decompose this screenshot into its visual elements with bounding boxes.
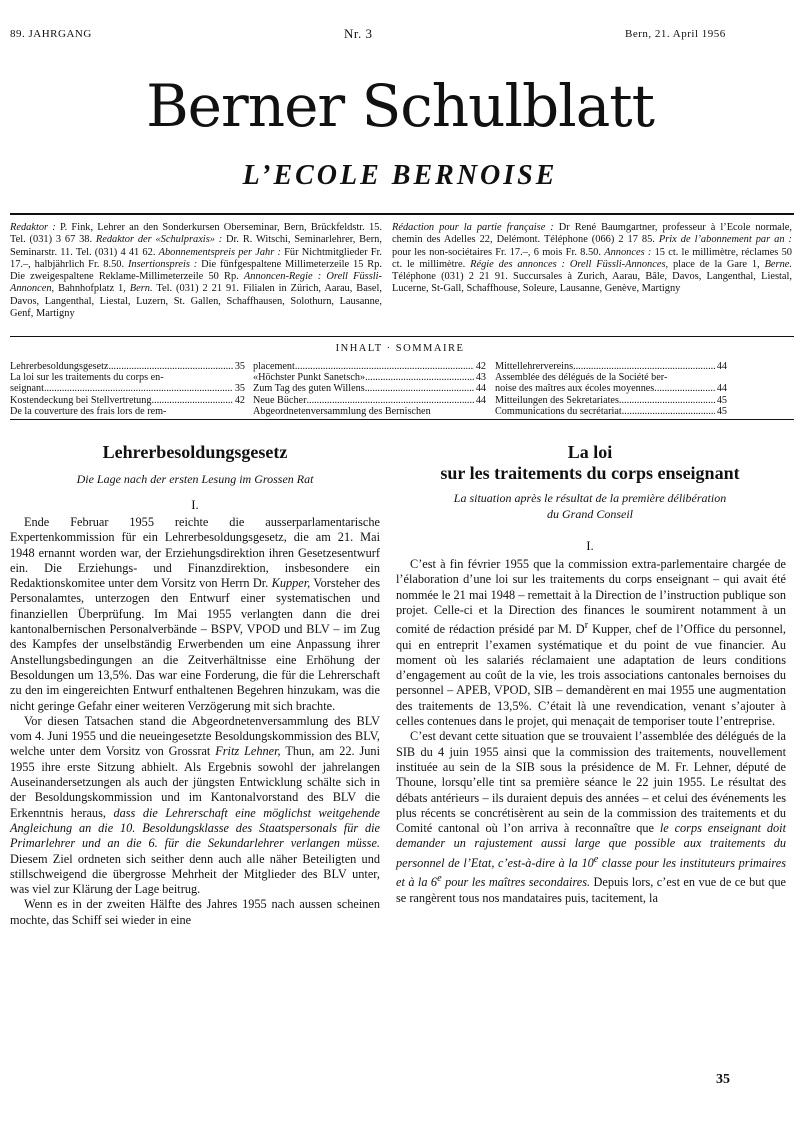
toc-entry (253, 383, 486, 394)
toc-entry-title: placement (253, 361, 295, 372)
article-fr-title-line1: La loi (567, 442, 613, 462)
toc-entry-title: La loi sur les traitements du corps en- (10, 372, 164, 384)
toc-column-1 (10, 361, 245, 417)
toc-leader (295, 361, 474, 372)
toc-entry (495, 383, 727, 394)
toc-entry (495, 361, 727, 372)
place-date: Bern, 21. April 1956 (625, 28, 726, 40)
masthead-subtitle: L’ECOLE BERNOISE (242, 160, 558, 191)
toc-entry (10, 395, 245, 406)
toc-entry-page: 35 (234, 361, 245, 372)
toc-entry-page: 44 (716, 383, 727, 395)
toc-leader (108, 361, 232, 372)
toc-entry (495, 395, 727, 406)
toc-leader (151, 395, 232, 406)
imprint-french: Rédaction pour la partie française : Dr René Baumgartner, professeur à l’Ecole normale, chemin des Adelles 22, Delémont. Téléphone (066) 2 17 85. Prix de l’abonnement par an : pour les non-sociétaires Fr. 17.–, 6 mois Fr. 8.50. Annonces : 15 ct. le millimètre, réclames 50 ct. le millimètre. Régie des annonces : Orell Füssli-Annonces, place de la Gare 1, Berne. Téléphone (031) 2 21 91. Succursales à Zurich, Aarau, Bâle, Davos, Langenthal, Liestal, Lucerne, St-Gall, Schaffhouse, Soleure, Lausanne, Genève, Martigny (392, 222, 792, 295)
toc-leader (573, 361, 715, 372)
article-de-subtitle: Die Lage nach der ersten Lesung im Grossen Rat (76, 472, 314, 486)
toc-leader (44, 383, 233, 394)
imprint-german: Redaktor : P. Fink, Lehrer an den Sonderkursen Oberseminar, Bern, Brückfeldstr. 15. Tel. (031) 3 67 38. Redaktor der «Schulpraxis» : Dr. R. Witschi, Seminarlehrer, Bern, Seminarstr. 11. Tel. (031) 4 41 62. Abonnementspreis per Jahr : Für Nichtmitglieder Fr. 17.–, halbjährlich Fr. 8.50. Insertionspreis : Die fünfgespaltene Millimeterzeile 15 Rp. Die zweigespaltene Reklame-Millimeterzeile 50 Rp. Annoncen-Regie : Orell Füssli-Annoncen, Bahnhofplatz 1, Bern. Tel. (031) 2 21 91. Filialen in Zürich, Aarau, Basel, Davos, Langenthal, Liestal, Luzern, St. Gallen, Schaffhausen, Solothurn, Lausanne, Genf, Martigny (10, 222, 383, 320)
toc-entry-title: Neue Bücher (253, 394, 307, 406)
toc-entry-title: «Höchster Punkt Sanetsch» (253, 372, 366, 384)
toc-heading: INHALT · SOMMAIRE (335, 343, 465, 354)
toc-entry-title: De la couverture des frais lors de rem- (10, 405, 167, 417)
toc-entry-title: Lehrerbesoldungsgesetz (10, 361, 109, 372)
toc-entry (253, 395, 486, 406)
toc-entry-title: Abgeordnetenversammlung des Bernischen (253, 405, 431, 417)
toc-leader (619, 395, 715, 406)
toc-leader (622, 406, 715, 417)
toc-entry (10, 383, 245, 394)
paragraph: C’est devant cette situation que se trouvaient l’assemblée des délégués de la SIB du 4 juin 1955 ainsi que la commission des traitements, nouvellement instituée au sein de la SIB sous la présidence de M. Fr. Lehner, député de Thoune, lorsqu’elle tint sa première séance le 22 juin 1955. Le résultat des débats antérieurs – ils duraient depuis des années – et celui des événements les plus récents se concrétisèrent au sein de la commission des traitements et du Comité cantonal où l’on arriva à reconnaître que le corps enseignant doit demander un rajustement aussi large que possible aux traitements du personnel de l’Etat, c’est-à-dire à la 10e classe pour les instituteurs primaires et à la 6e pour les maîtres secondaires. Depuis lors, c’est en vue de ce but que se rangèrent tous nos mandataires puis, tacitement, la (396, 729, 786, 905)
article-fr-section: I. (586, 538, 594, 553)
toc-entry (10, 372, 245, 383)
masthead-title: Berner Schulblatt (146, 72, 654, 140)
toc-entry-page: 42 (234, 394, 245, 406)
page-number: 35 (716, 1072, 730, 1087)
toc-entry-page: 44 (475, 394, 486, 406)
toc-entry-title: Mitteilungen des Sekretariates (495, 394, 619, 406)
article-de-title: Lehrerbesoldungsgesetz (102, 442, 288, 462)
issue-number: Nr. 3 (344, 26, 373, 41)
paragraph: Wenn es in der zweiten Hälfte des Jahres 1955 nach aussen scheinen mochte, das Schiff sei wieder in eine (10, 897, 380, 927)
toc-entry-title: Assemblée des délégués de la Société ber- (495, 372, 668, 384)
toc-entry (10, 406, 245, 417)
toc-entry-page: 44 (475, 383, 486, 395)
toc-entry-title: Mittellehrervereins (495, 361, 574, 372)
toc-entry (253, 361, 486, 372)
toc-leader (365, 372, 474, 383)
toc-entry-title: Kostendeckung bei Stellvertretung (10, 394, 152, 406)
toc-entry (253, 406, 486, 417)
article-de-section: I. (191, 497, 199, 512)
toc-entry (253, 372, 486, 383)
article-fr-title-line2: sur les traitements du corps enseignant (440, 463, 740, 483)
toc-entry-title: Zum Tag des guten Willens (253, 383, 365, 395)
toc-entry (495, 406, 727, 417)
toc-entry-page: 35 (234, 383, 245, 395)
toc-entry-title: seignant (10, 383, 44, 395)
toc-entry-page: 42 (475, 361, 486, 372)
article-fr-subtitle-line2: du Grand Conseil (546, 507, 633, 521)
toc-entry-page: 45 (716, 405, 727, 417)
paragraph: Ende Februar 1955 reichte die ausserparlamentarische Expertenkommission für ein Lehrerbesoldungsgesetz, die am 21. Mai 1948 ernannt worden war, der Erziehungsdirektion ihren Gesetzesentwurf ein. Die Erziehungs- und Finanzdirektion, insbesondere ein Redaktionskomitee unter dem Vorsitz von Herrn Dr. Kupper, Vorsteher des Personalamtes, unterzogen den Entwurf einer systematischen und finanziellen Überprüfung. Im Mai 1955 verlangten dann die drei kantonalbernischen Personalverbände – BSPV, VPOD und BLV – im Zug des Kampfes der unselbständig Erwerbenden um eine Anpassung ihrer Anstellungsbedingungen an die Zeitverhältnisse eine Erhöhung der Besoldungen um 13,5%. Das war eine Forderung, die für die Lehrerschaft zu den im eingereichten Entwurf enthaltenen Begehren hinzukam, was die nicht geringe Gefahr einer weiteren Verzögerung mit sich brachte. (10, 515, 380, 713)
paragraph: C’est à fin février 1955 que la commission extra-parlementaire chargée de l’élaboration d’une loi sur les traitements du corps enseignant – qui avait été nommée le 21 mai 1948 – remettait à la Direction de l’instruction publique son projet. Celle-ci et la Direction des finances le soumirent notamment à un comité de rédaction présidé par M. $D^r$ Kupper, chef de l’Office du personnel, qui en entreprit l’examen systématique et du point de vue financier. Au moment où les salariés réclamaient une adaptation de leurs conditions d’engagement au coût de la vie, les trois associations cantonales bernoises du personnel – APEB, VPOD, SIB – demandèrent en mai 1955 une augmentation des traitements de 13,5%. C’était là une revendication, venant s’ajouter à celles contenues dans le projet, qui menaçait de temporiser toute l’entreprise. (396, 557, 786, 729)
toc-entry (10, 361, 245, 372)
divider-imprint (10, 336, 794, 337)
article-fr-body (396, 557, 786, 906)
toc-entry (495, 372, 727, 383)
article-de-body (10, 515, 380, 928)
toc-column-3 (495, 361, 727, 417)
toc-entry-page: 44 (716, 361, 727, 372)
divider-top (10, 213, 794, 215)
divider-toc (10, 419, 794, 420)
toc-entry-title: noise des maîtres aux écoles moyennes (495, 383, 655, 395)
paragraph: Vor diesen Tatsachen stand die Abgeordnetenversammlung des BLV vom 4. Juni 1955 und die neueingesetzte Besoldungskommission des BLV, welche unter dem Vorsitz von Grossrat Fritz Lehner, Thun, am 22. Juni 1955 ihre erste Sitzung abhielt. Als Ergebnis sowohl der jahrelangen Auseinandersetzungen als auch der jüngsten Entwicklung schälte sich in der Besoldungskommission und im Kantonalvorstand des BLV die Erkenntnis heraus, dass die Lehrerschaft eine möglichst weitgehende Angleichung an die 10. Besoldungsklasse des Staatspersonals für die Primarlehrer und an die 6. für die Sekundarlehrer verlangen müsse. Diesem Ziel ordneten sich seither denn auch alle näher Beteiligten und stillschweigend die übergrosse Mehrheit der Mitglieder des BLV unter, was viel zur Klärung der Lage beitrug. (10, 713, 380, 897)
toc-column-2 (253, 361, 486, 417)
toc-entry-page: 45 (716, 394, 727, 406)
toc-entry-page: 43 (475, 372, 486, 384)
volume-label: 89. JAHRGANG (10, 28, 92, 40)
article-fr-subtitle-line1: La situation après le résultat de la première délibération (453, 491, 727, 505)
toc-leader (306, 395, 473, 406)
toc-leader (365, 383, 474, 394)
toc-entry-title: Communications du secrétariat (495, 405, 622, 417)
toc-leader (654, 383, 715, 394)
